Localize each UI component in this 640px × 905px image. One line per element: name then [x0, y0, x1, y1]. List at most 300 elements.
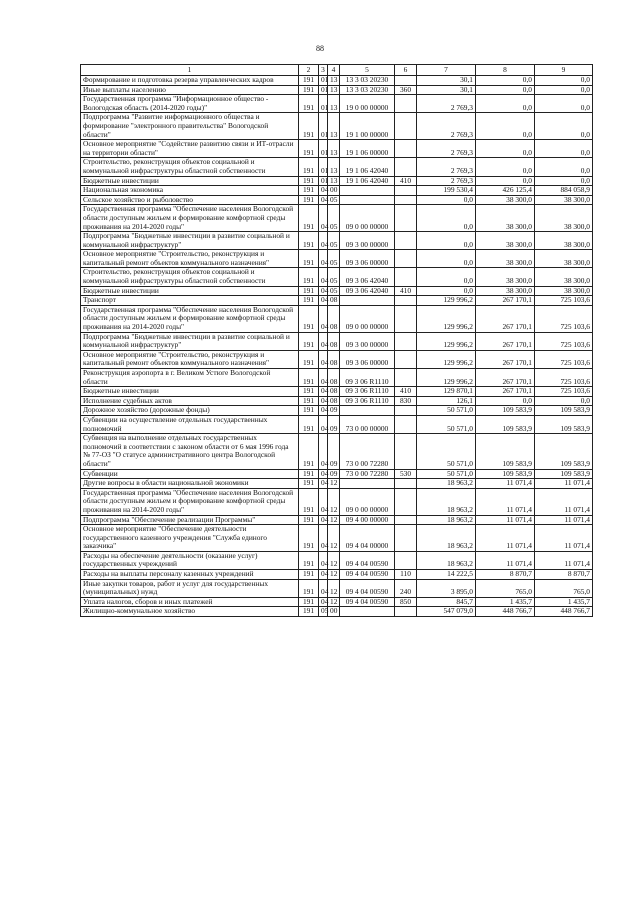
row-expense-type-cell — [395, 140, 417, 158]
row-amount-year1-cell: 0,0 — [417, 250, 476, 268]
row-name-cell: Основное мероприятие "Строительство, реконструкция и капитальный ремонт объектов коммунального назначения" — [81, 350, 299, 368]
table-row — [81, 232, 593, 250]
row-code-cell: 191 — [299, 551, 319, 569]
row-amount-year2-cell: 11 071,4 — [476, 551, 535, 569]
row-amount-year1-cell: 14 222,5 — [417, 570, 476, 580]
row-target-article-cell: 09 3 06 42040 — [340, 268, 395, 286]
row-subsection-cell: 09 — [328, 415, 340, 433]
row-section-cell: 05 — [319, 607, 328, 617]
row-subsection-cell: 12 — [328, 551, 340, 569]
row-name-cell: Расходы на обеспечение деятельности (оказание услуг) государственных учреждений — [81, 551, 299, 569]
row-section-cell: 01 — [319, 95, 328, 113]
budget-table — [80, 64, 593, 617]
row-amount-year2-cell: 267 170,1 — [476, 332, 535, 350]
row-subsection-cell: 09 — [328, 406, 340, 416]
table-row — [81, 76, 593, 86]
row-amount-year3-cell: 725 103,6 — [535, 369, 593, 387]
column-number-row — [81, 65, 593, 76]
row-expense-type-cell — [395, 195, 417, 205]
row-subsection-cell: 05 — [328, 286, 340, 296]
row-amount-year1-cell: 18 963,2 — [417, 525, 476, 552]
row-amount-year1-cell: 129 996,2 — [417, 296, 476, 306]
row-name-cell: Подпрограмма "Обеспечение реализации Программы" — [81, 515, 299, 525]
table-row — [81, 415, 593, 433]
row-section-cell: 04 — [319, 369, 328, 387]
row-amount-year2-cell: 0,0 — [476, 76, 535, 86]
row-code-cell: 191 — [299, 434, 319, 469]
row-target-article-cell: 19 1 00 00000 — [340, 113, 395, 140]
row-expense-type-cell: 240 — [395, 579, 417, 597]
row-subsection-cell: 09 — [328, 469, 340, 479]
column-header: 7 — [417, 65, 476, 76]
row-target-article-cell: 09 4 04 00590 — [340, 570, 395, 580]
row-subsection-cell: 05 — [328, 268, 340, 286]
row-name-cell: Бюджетные инвестиции — [81, 176, 299, 186]
row-amount-year3-cell: 884 058,9 — [535, 186, 593, 196]
row-amount-year2-cell: 11 071,4 — [476, 479, 535, 489]
row-expense-type-cell — [395, 488, 417, 515]
row-expense-type-cell — [395, 607, 417, 617]
row-code-cell: 191 — [299, 76, 319, 86]
row-section-cell: 04 — [319, 396, 328, 406]
row-amount-year1-cell: 2 769,3 — [417, 158, 476, 176]
row-target-article-cell: 19 0 00 00000 — [340, 95, 395, 113]
table-row — [81, 570, 593, 580]
row-target-article-cell: 09 3 06 42040 — [340, 286, 395, 296]
row-amount-year1-cell: 0,0 — [417, 205, 476, 232]
row-amount-year1-cell: 0,0 — [417, 195, 476, 205]
row-amount-year1-cell: 0,0 — [417, 268, 476, 286]
row-section-cell: 04 — [319, 551, 328, 569]
row-code-cell: 191 — [299, 515, 319, 525]
row-section-cell: 01 — [319, 113, 328, 140]
row-name-cell: Иные выплаты населению — [81, 85, 299, 95]
row-amount-year2-cell: 267 170,1 — [476, 305, 535, 332]
row-expense-type-cell — [395, 113, 417, 140]
row-name-cell: Другие вопросы в области национальной экономики — [81, 479, 299, 489]
column-header: 3 — [319, 65, 328, 76]
row-expense-type-cell — [395, 305, 417, 332]
table-row — [81, 579, 593, 597]
row-code-cell: 191 — [299, 406, 319, 416]
row-code-cell: 191 — [299, 140, 319, 158]
row-section-cell: 01 — [319, 176, 328, 186]
row-section-cell: 04 — [319, 597, 328, 607]
row-amount-year1-cell: 18 963,2 — [417, 488, 476, 515]
row-amount-year1-cell: 30,1 — [417, 85, 476, 95]
row-section-cell: 04 — [319, 525, 328, 552]
row-amount-year1-cell: 2 769,3 — [417, 176, 476, 186]
table-row — [81, 434, 593, 469]
row-amount-year3-cell: 11 071,4 — [535, 551, 593, 569]
row-target-article-cell: 09 3 06 R1110 — [340, 387, 395, 397]
row-section-cell: 04 — [319, 296, 328, 306]
row-amount-year3-cell: 38 300,0 — [535, 232, 593, 250]
row-amount-year3-cell: 0,0 — [535, 113, 593, 140]
table-row — [81, 488, 593, 515]
table-row — [81, 186, 593, 196]
row-amount-year1-cell: 129 996,2 — [417, 305, 476, 332]
row-amount-year2-cell: 267 170,1 — [476, 296, 535, 306]
row-amount-year3-cell: 38 300,0 — [535, 205, 593, 232]
row-expense-type-cell — [395, 205, 417, 232]
table-body — [81, 76, 593, 617]
row-name-cell: Подпрограмма "Бюджетные инвестиции в развитие социальной и коммунальной инфраструктур" — [81, 332, 299, 350]
row-name-cell: Национальная экономика — [81, 186, 299, 196]
row-section-cell: 04 — [319, 205, 328, 232]
row-target-article-cell: 73 0 00 00000 — [340, 415, 395, 433]
row-amount-year3-cell: 109 583,9 — [535, 415, 593, 433]
table-row — [81, 369, 593, 387]
row-code-cell: 191 — [299, 415, 319, 433]
row-code-cell: 191 — [299, 525, 319, 552]
row-code-cell: 191 — [299, 396, 319, 406]
row-expense-type-cell: 530 — [395, 469, 417, 479]
table-row — [81, 350, 593, 368]
row-amount-year2-cell: 109 583,9 — [476, 434, 535, 469]
row-subsection-cell: 05 — [328, 205, 340, 232]
row-name-cell: Субвенция на выполнение отдельных государственных полномочий в соответствии с законом области от 6 мая 1996 года № 77-ОЗ "О статусе административного центра Вологодской области" — [81, 434, 299, 469]
row-amount-year3-cell: 11 071,4 — [535, 488, 593, 515]
row-section-cell: 04 — [319, 570, 328, 580]
column-header: 4 — [328, 65, 340, 76]
row-subsection-cell: 08 — [328, 387, 340, 397]
row-expense-type-cell: 360 — [395, 85, 417, 95]
row-amount-year2-cell: 38 300,0 — [476, 195, 535, 205]
row-name-cell: Сельское хозяйство и рыболовство — [81, 195, 299, 205]
row-amount-year3-cell: 38 300,0 — [535, 286, 593, 296]
row-expense-type-cell — [395, 369, 417, 387]
row-amount-year2-cell: 1 435,7 — [476, 597, 535, 607]
row-code-cell: 191 — [299, 387, 319, 397]
row-code-cell: 191 — [299, 305, 319, 332]
row-amount-year2-cell: 765,0 — [476, 579, 535, 597]
row-expense-type-cell — [395, 434, 417, 469]
row-subsection-cell: 13 — [328, 158, 340, 176]
row-amount-year1-cell: 50 571,0 — [417, 469, 476, 479]
table-row — [81, 387, 593, 397]
row-code-cell: 191 — [299, 570, 319, 580]
row-amount-year1-cell: 0,0 — [417, 286, 476, 296]
row-subsection-cell: 13 — [328, 113, 340, 140]
row-code-cell: 191 — [299, 250, 319, 268]
row-amount-year1-cell: 18 963,2 — [417, 479, 476, 489]
row-subsection-cell: 08 — [328, 396, 340, 406]
table-row — [81, 250, 593, 268]
row-section-cell: 01 — [319, 76, 328, 86]
row-target-article-cell: 09 0 00 00000 — [340, 488, 395, 515]
row-expense-type-cell: 850 — [395, 597, 417, 607]
row-target-article-cell: 09 4 04 00000 — [340, 525, 395, 552]
row-name-cell: Государственная программа "Обеспечение населения Вологодской области доступным жильем и формирование комфортной среды проживания на 2014-2020 годы" — [81, 205, 299, 232]
table-row — [81, 158, 593, 176]
table-row — [81, 332, 593, 350]
row-target-article-cell: 19 1 06 42040 — [340, 158, 395, 176]
row-code-cell: 191 — [299, 158, 319, 176]
row-name-cell: Исполнение судебных актов — [81, 396, 299, 406]
row-amount-year3-cell: 11 071,4 — [535, 525, 593, 552]
table-row — [81, 268, 593, 286]
row-amount-year3-cell: 0,0 — [535, 176, 593, 186]
row-amount-year3-cell: 725 103,6 — [535, 350, 593, 368]
row-code-cell: 191 — [299, 607, 319, 617]
row-section-cell: 04 — [319, 406, 328, 416]
row-amount-year2-cell: 267 170,1 — [476, 369, 535, 387]
row-code-cell: 191 — [299, 85, 319, 95]
row-amount-year3-cell: 725 103,6 — [535, 296, 593, 306]
row-amount-year3-cell: 0,0 — [535, 396, 593, 406]
row-amount-year3-cell: 38 300,0 — [535, 195, 593, 205]
row-name-cell: Субвенции на осуществление отдельных государственных полномочий — [81, 415, 299, 433]
row-amount-year1-cell: 18 963,2 — [417, 515, 476, 525]
table-row — [81, 607, 593, 617]
row-amount-year2-cell: 8 870,7 — [476, 570, 535, 580]
row-target-article-cell: 09 3 06 R1110 — [340, 369, 395, 387]
table-row — [81, 479, 593, 489]
row-name-cell: Бюджетные инвестиции — [81, 286, 299, 296]
row-amount-year1-cell: 18 963,2 — [417, 551, 476, 569]
table-row — [81, 296, 593, 306]
row-amount-year2-cell: 0,0 — [476, 158, 535, 176]
row-code-cell: 191 — [299, 332, 319, 350]
row-expense-type-cell: 110 — [395, 570, 417, 580]
row-amount-year2-cell: 0,0 — [476, 140, 535, 158]
row-name-cell: Дорожное хозяйство (дорожные фонды) — [81, 406, 299, 416]
row-section-cell: 04 — [319, 350, 328, 368]
row-section-cell: 04 — [319, 387, 328, 397]
row-amount-year1-cell: 129 996,2 — [417, 332, 476, 350]
row-expense-type-cell — [395, 415, 417, 433]
row-target-article-cell: 09 3 06 00000 — [340, 250, 395, 268]
row-expense-type-cell: 410 — [395, 176, 417, 186]
row-amount-year2-cell: 267 170,1 — [476, 350, 535, 368]
row-amount-year2-cell: 11 071,4 — [476, 515, 535, 525]
row-expense-type-cell — [395, 525, 417, 552]
row-amount-year2-cell: 0,0 — [476, 95, 535, 113]
row-section-cell: 04 — [319, 232, 328, 250]
row-subsection-cell: 12 — [328, 479, 340, 489]
row-target-article-cell: 73 0 00 72280 — [340, 434, 395, 469]
column-header: 5 — [340, 65, 395, 76]
column-header: 1 — [81, 65, 299, 76]
row-code-cell: 191 — [299, 268, 319, 286]
column-header: 8 — [476, 65, 535, 76]
row-name-cell: Бюджетные инвестиции — [81, 387, 299, 397]
row-section-cell: 04 — [319, 479, 328, 489]
row-code-cell: 191 — [299, 488, 319, 515]
row-amount-year3-cell: 1 435,7 — [535, 597, 593, 607]
row-name-cell: Реконструкция аэропорта в г. Великом Устюге Вологодской области — [81, 369, 299, 387]
row-amount-year2-cell: 38 300,0 — [476, 268, 535, 286]
row-amount-year3-cell: 765,0 — [535, 579, 593, 597]
row-target-article-cell: 09 4 00 00000 — [340, 515, 395, 525]
row-target-article-cell: 09 0 00 00000 — [340, 305, 395, 332]
row-amount-year3-cell: 0,0 — [535, 85, 593, 95]
row-expense-type-cell — [395, 186, 417, 196]
row-amount-year2-cell: 0,0 — [476, 113, 535, 140]
row-name-cell: Подпрограмма "Развитие информационного общества и формирование "электронного правительства" Вологодской области" — [81, 113, 299, 140]
row-target-article-cell: 09 3 06 00000 — [340, 350, 395, 368]
row-amount-year2-cell: 0,0 — [476, 85, 535, 95]
row-amount-year2-cell: 448 766,7 — [476, 607, 535, 617]
row-amount-year1-cell: 129 996,2 — [417, 369, 476, 387]
column-header: 2 — [299, 65, 319, 76]
row-amount-year3-cell: 38 300,0 — [535, 250, 593, 268]
row-name-cell: Иные закупки товаров, работ и услуг для государственных (муниципальных) нужд — [81, 579, 299, 597]
row-subsection-cell: 12 — [328, 488, 340, 515]
row-amount-year3-cell: 109 583,9 — [535, 434, 593, 469]
table-row — [81, 140, 593, 158]
row-amount-year1-cell: 126,1 — [417, 396, 476, 406]
row-amount-year2-cell: 109 583,9 — [476, 415, 535, 433]
row-name-cell: Государственная программа "Информационное общество - Вологодская область (2014-2020 годы)" — [81, 95, 299, 113]
row-amount-year3-cell: 725 103,6 — [535, 387, 593, 397]
row-amount-year1-cell: 129 870,1 — [417, 387, 476, 397]
table-row — [81, 305, 593, 332]
table-row — [81, 551, 593, 569]
row-section-cell: 04 — [319, 434, 328, 469]
row-section-cell: 04 — [319, 195, 328, 205]
row-target-article-cell: 09 4 04 00590 — [340, 579, 395, 597]
row-subsection-cell: 08 — [328, 369, 340, 387]
row-subsection-cell: 05 — [328, 195, 340, 205]
row-amount-year1-cell: 50 571,0 — [417, 406, 476, 416]
row-expense-type-cell — [395, 350, 417, 368]
row-amount-year3-cell: 0,0 — [535, 158, 593, 176]
row-section-cell: 04 — [319, 488, 328, 515]
row-name-cell: Жилищно-коммунальное хозяйство — [81, 607, 299, 617]
row-code-cell: 191 — [299, 113, 319, 140]
row-amount-year2-cell: 11 071,4 — [476, 525, 535, 552]
row-amount-year3-cell: 725 103,6 — [535, 305, 593, 332]
row-amount-year1-cell: 2 769,3 — [417, 140, 476, 158]
table-row — [81, 205, 593, 232]
row-amount-year1-cell: 547 079,0 — [417, 607, 476, 617]
row-target-article-cell: 19 1 06 42040 — [340, 176, 395, 186]
row-target-article-cell: 09 4 04 00590 — [340, 551, 395, 569]
row-amount-year1-cell: 30,1 — [417, 76, 476, 86]
row-name-cell: Государственная программа "Обеспечение населения Вологодской области доступным жильем и формирование комфортной среды проживания на 2014-2020 годы" — [81, 305, 299, 332]
row-expense-type-cell: 410 — [395, 387, 417, 397]
row-subsection-cell: 00 — [328, 607, 340, 617]
row-subsection-cell: 13 — [328, 85, 340, 95]
row-subsection-cell: 08 — [328, 350, 340, 368]
row-section-cell: 01 — [319, 85, 328, 95]
row-name-cell: Государственная программа "Обеспечение населения Вологодской области доступным жильем и формирование комфортной среды проживания на 2014-2020 годы" — [81, 488, 299, 515]
row-subsection-cell: 05 — [328, 232, 340, 250]
row-target-article-cell: 09 3 06 R1110 — [340, 396, 395, 406]
row-section-cell: 04 — [319, 515, 328, 525]
row-subsection-cell: 08 — [328, 296, 340, 306]
row-name-cell: Транспорт — [81, 296, 299, 306]
row-amount-year3-cell: 725 103,6 — [535, 332, 593, 350]
row-amount-year3-cell: 38 300,0 — [535, 268, 593, 286]
row-amount-year2-cell: 38 300,0 — [476, 286, 535, 296]
table-row — [81, 95, 593, 113]
row-amount-year1-cell: 199 530,4 — [417, 186, 476, 196]
row-amount-year3-cell: 11 071,4 — [535, 479, 593, 489]
row-amount-year3-cell: 109 583,9 — [535, 469, 593, 479]
row-code-cell: 191 — [299, 176, 319, 186]
row-code-cell: 191 — [299, 479, 319, 489]
row-expense-type-cell — [395, 332, 417, 350]
row-code-cell: 191 — [299, 579, 319, 597]
row-amount-year2-cell: 0,0 — [476, 396, 535, 406]
row-target-article-cell: 19 1 06 00000 — [340, 140, 395, 158]
row-expense-type-cell — [395, 250, 417, 268]
row-target-article-cell: 09 0 00 00000 — [340, 205, 395, 232]
row-code-cell: 191 — [299, 286, 319, 296]
row-target-article-cell — [340, 296, 395, 306]
row-expense-type-cell — [395, 232, 417, 250]
row-amount-year2-cell: 109 583,9 — [476, 469, 535, 479]
row-subsection-cell: 12 — [328, 515, 340, 525]
row-code-cell: 191 — [299, 350, 319, 368]
row-amount-year1-cell: 50 571,0 — [417, 415, 476, 433]
row-amount-year2-cell: 0,0 — [476, 176, 535, 186]
row-amount-year3-cell: 0,0 — [535, 140, 593, 158]
row-section-cell: 04 — [319, 415, 328, 433]
row-target-article-cell: 13 3 03 20230 — [340, 76, 395, 86]
row-amount-year1-cell: 2 769,3 — [417, 95, 476, 113]
row-subsection-cell: 13 — [328, 76, 340, 86]
row-amount-year2-cell: 38 300,0 — [476, 205, 535, 232]
row-code-cell: 191 — [299, 205, 319, 232]
row-amount-year2-cell: 11 071,4 — [476, 488, 535, 515]
row-amount-year1-cell: 2 769,3 — [417, 113, 476, 140]
row-section-cell: 04 — [319, 469, 328, 479]
row-name-cell: Субвенции — [81, 469, 299, 479]
row-expense-type-cell — [395, 406, 417, 416]
row-amount-year1-cell: 845,7 — [417, 597, 476, 607]
row-subsection-cell: 00 — [328, 186, 340, 196]
row-amount-year3-cell: 11 071,4 — [535, 515, 593, 525]
row-section-cell: 01 — [319, 140, 328, 158]
row-target-article-cell: 09 4 04 00590 — [340, 597, 395, 607]
row-expense-type-cell — [395, 158, 417, 176]
row-subsection-cell: 08 — [328, 332, 340, 350]
row-amount-year2-cell: 38 300,0 — [476, 250, 535, 268]
row-subsection-cell: 12 — [328, 579, 340, 597]
page-number: 88 — [316, 44, 324, 53]
row-expense-type-cell — [395, 76, 417, 86]
row-expense-type-cell: 410 — [395, 286, 417, 296]
row-section-cell: 04 — [319, 250, 328, 268]
row-subsection-cell: 12 — [328, 570, 340, 580]
row-expense-type-cell — [395, 515, 417, 525]
row-subsection-cell: 13 — [328, 95, 340, 113]
row-target-article-cell: 09 3 00 00000 — [340, 332, 395, 350]
row-section-cell: 04 — [319, 305, 328, 332]
row-code-cell: 191 — [299, 469, 319, 479]
row-amount-year1-cell: 3 895,0 — [417, 579, 476, 597]
column-header: 9 — [535, 65, 593, 76]
column-header: 6 — [395, 65, 417, 76]
row-subsection-cell: 13 — [328, 176, 340, 186]
row-amount-year2-cell: 109 583,9 — [476, 406, 535, 416]
row-section-cell: 04 — [319, 286, 328, 296]
row-amount-year3-cell: 8 870,7 — [535, 570, 593, 580]
row-amount-year3-cell: 0,0 — [535, 76, 593, 86]
row-code-cell: 191 — [299, 95, 319, 113]
row-section-cell: 04 — [319, 332, 328, 350]
row-name-cell: Основное мероприятие "Строительство, реконструкция и капитальный ремонт объектов коммунального назначения" — [81, 250, 299, 268]
row-amount-year2-cell: 38 300,0 — [476, 232, 535, 250]
row-expense-type-cell: 830 — [395, 396, 417, 406]
row-subsection-cell: 12 — [328, 597, 340, 607]
row-code-cell: 191 — [299, 369, 319, 387]
row-section-cell: 04 — [319, 579, 328, 597]
